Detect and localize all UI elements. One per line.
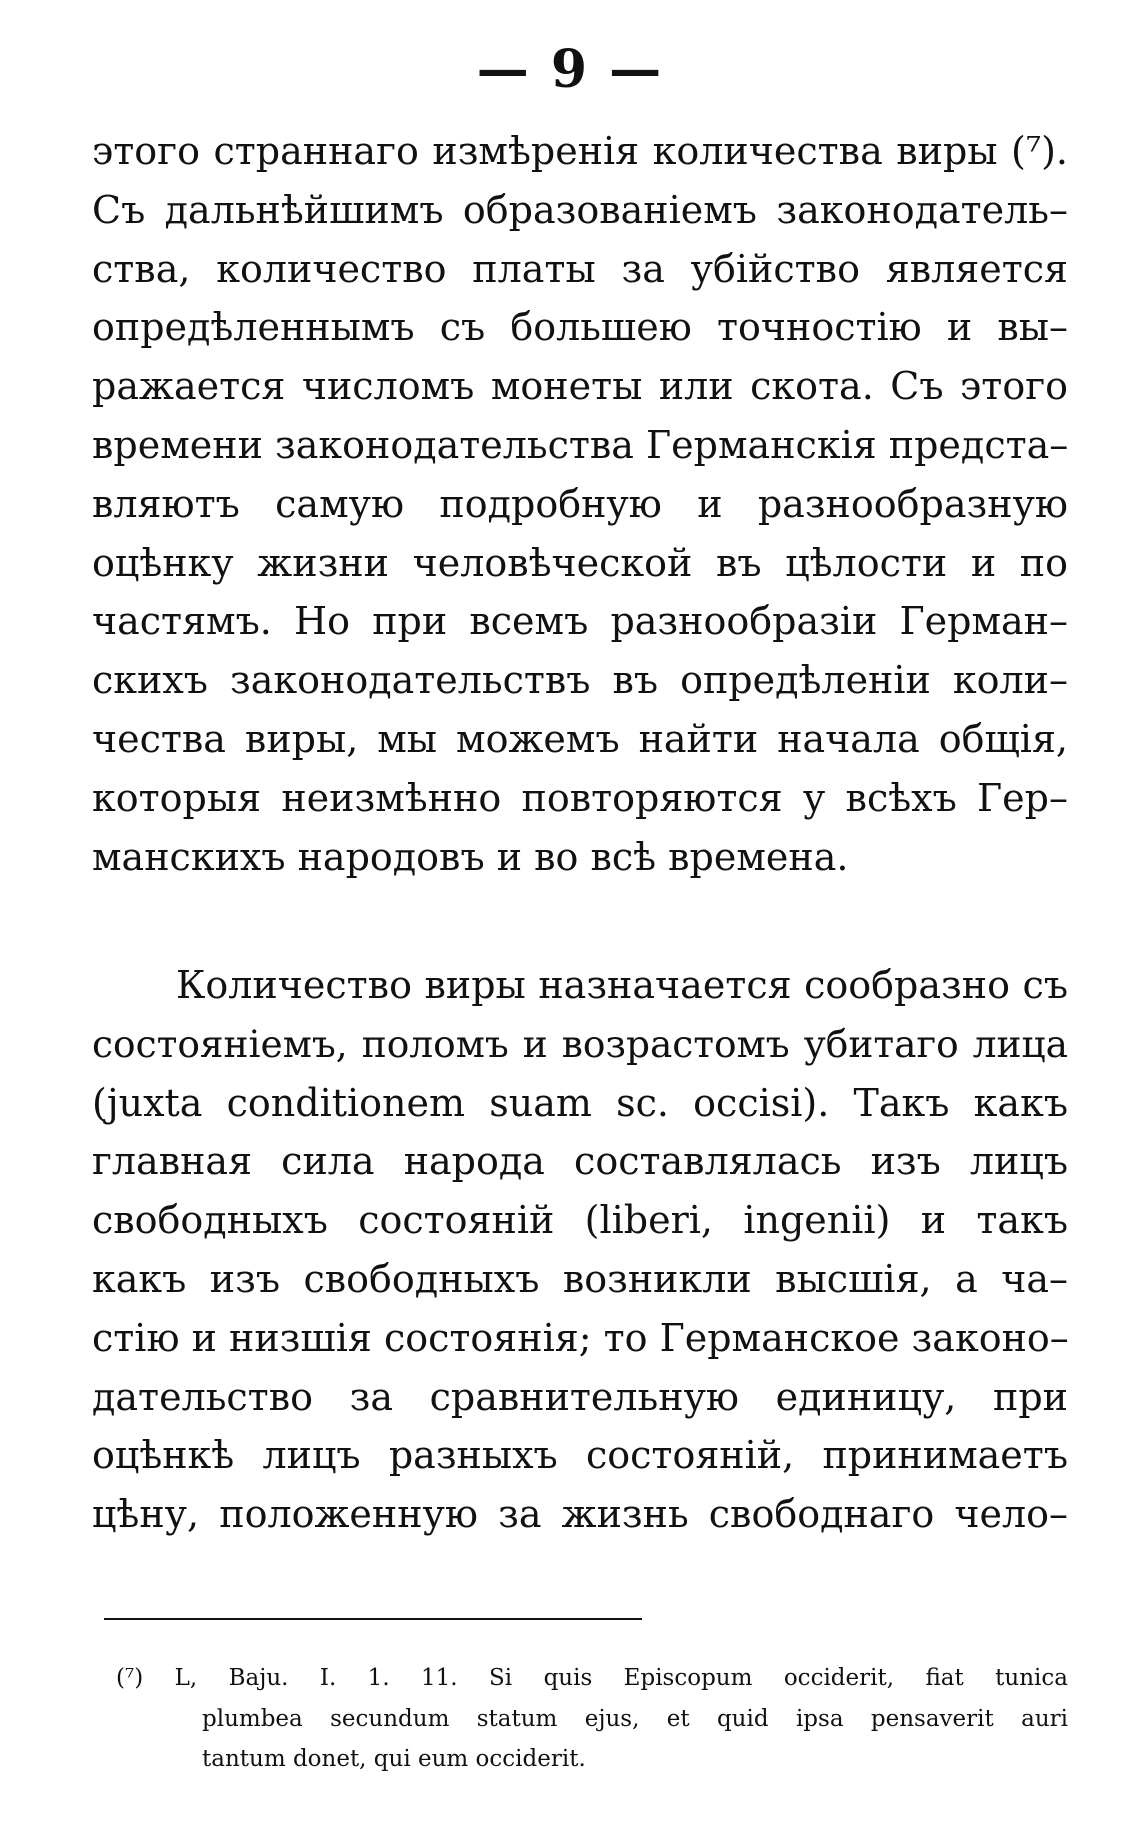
footnote-line: tantum donet, qui eum occiderit. (202, 1746, 586, 1772)
text-line: оцѣнку жизни человѣческой въ цѣлости и по (92, 540, 1068, 585)
text-line: Съ дальнѣйшимъ образованіемъ законодатель– (92, 187, 1068, 232)
text-line: скихъ законодательствъ въ опредѣленіи коли– (92, 658, 1068, 703)
paragraph-1 (92, 122, 1068, 886)
text-line: дательство за сравнительную единицу, при (92, 1374, 1068, 1419)
text-line: свободныхъ состояній (liberi, ingenii) и такъ (92, 1198, 1068, 1243)
text-line: главная сила народа составлялась изъ лицъ (92, 1139, 1068, 1184)
text-line: опредѣленнымъ съ большею точностію и вы– (92, 305, 1068, 350)
text-line: Количество виры назначается сообразно съ (176, 963, 1068, 1007)
text-line: (juxta conditionem suam sc. occisi). Такъ какъ (92, 1080, 1068, 1125)
text-line: цѣну, положенную за жизнь свободнаго чело– (92, 1492, 1068, 1537)
text-line: которыя неизмѣнно повторяются у всѣхъ Гер– (92, 775, 1068, 820)
text-line: этого страннаго измѣренія количества виры (⁷). (92, 129, 1068, 173)
text-line: вляютъ самую подробную и разнообразную (92, 481, 1068, 526)
text-line: какъ изъ свободныхъ возникли высшія, а ча– (92, 1256, 1068, 1301)
text-line: времени законодательства Германскія предста– (92, 422, 1069, 467)
footnote-divider (104, 1618, 642, 1620)
text-line: ражается числомъ монеты или скота. Съ этого (92, 364, 1068, 409)
text-line: состояніемъ, поломъ и возрастомъ убитаго лица (92, 1021, 1068, 1066)
text-line: манскихъ народовъ и во всѣ времена. (92, 834, 849, 879)
footnote-line: (⁷) L, Baju. I. 1. 11. Si quis Episcopum occiderit, fiat tunica (116, 1665, 1068, 1691)
text-line: частямъ. Но при всемъ разнообразіи Герман– (92, 599, 1068, 644)
footnote (116, 1658, 1068, 1780)
paragraph-2 (92, 956, 1068, 1544)
text-line: стію и низшія состоянія; то Германское законо– (92, 1315, 1069, 1360)
text-line: оцѣнкѣ лицъ разныхъ состояній, принимаетъ (92, 1433, 1068, 1478)
page-number: — 9 — (476, 39, 664, 100)
text-line: чества виры, мы можемъ найти начала общія, (92, 716, 1068, 761)
text-line: ства, количество платы за убійство является (92, 246, 1068, 291)
footnote-line: plumbea secundum statum ejus, et quid ipsa pensaverit auri (202, 1705, 1068, 1732)
